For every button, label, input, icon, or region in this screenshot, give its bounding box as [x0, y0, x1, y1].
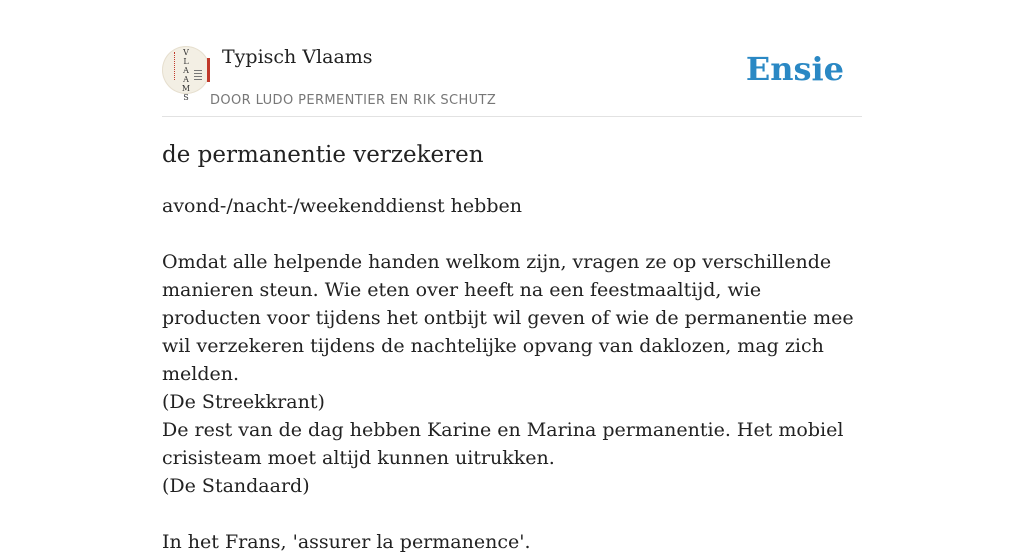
- logo-letter: V: [183, 48, 189, 57]
- logo-letters: [180, 48, 192, 102]
- logo-decoration: [174, 52, 177, 80]
- logo-letter: M: [181, 84, 191, 93]
- entry-title: de permanentie verzekeren: [162, 142, 484, 168]
- logo-letter: L: [183, 57, 189, 66]
- entry-definition: avond-/nacht-/weekenddienst hebben: [162, 195, 522, 217]
- logo-red-bar: [207, 58, 210, 82]
- entry-note: In het Frans, 'assurer la permanence'.: [162, 531, 531, 553]
- quote-text: De rest van de dag hebben Karine en Marina permanentie. Het mobiel crisisteam moet altijd kunnen uitrukken.: [162, 419, 844, 469]
- site-header: [162, 46, 862, 117]
- ensie-brand-link[interactable]: Ensie: [745, 50, 844, 88]
- author-byline: DOOR LUDO PERMENTIER EN RIK SCHUTZ: [210, 93, 497, 108]
- quote-block: [162, 248, 862, 500]
- logo-letter: A: [183, 75, 189, 84]
- logo-letter: S: [183, 93, 189, 102]
- site-logo[interactable]: [162, 46, 210, 102]
- logo-lines: [194, 70, 202, 80]
- quote-source: (De Streekkrant): [162, 391, 325, 413]
- quote-source: (De Standaard): [162, 475, 310, 497]
- logo-letter: A: [183, 66, 189, 75]
- site-title[interactable]: Typisch Vlaams: [222, 46, 373, 68]
- entry-content: [162, 140, 862, 556]
- quote-text: Omdat alle helpende handen welkom zijn, vragen ze op verschillende manieren steun. Wie eten over heeft na een feestmaaltijd, wie producten voor tijdens het ontbijt wil geven of wie de permanentie mee wil verzekeren tijdens de nachtelijke opvang van daklozen, mag zich melden.: [162, 251, 854, 385]
